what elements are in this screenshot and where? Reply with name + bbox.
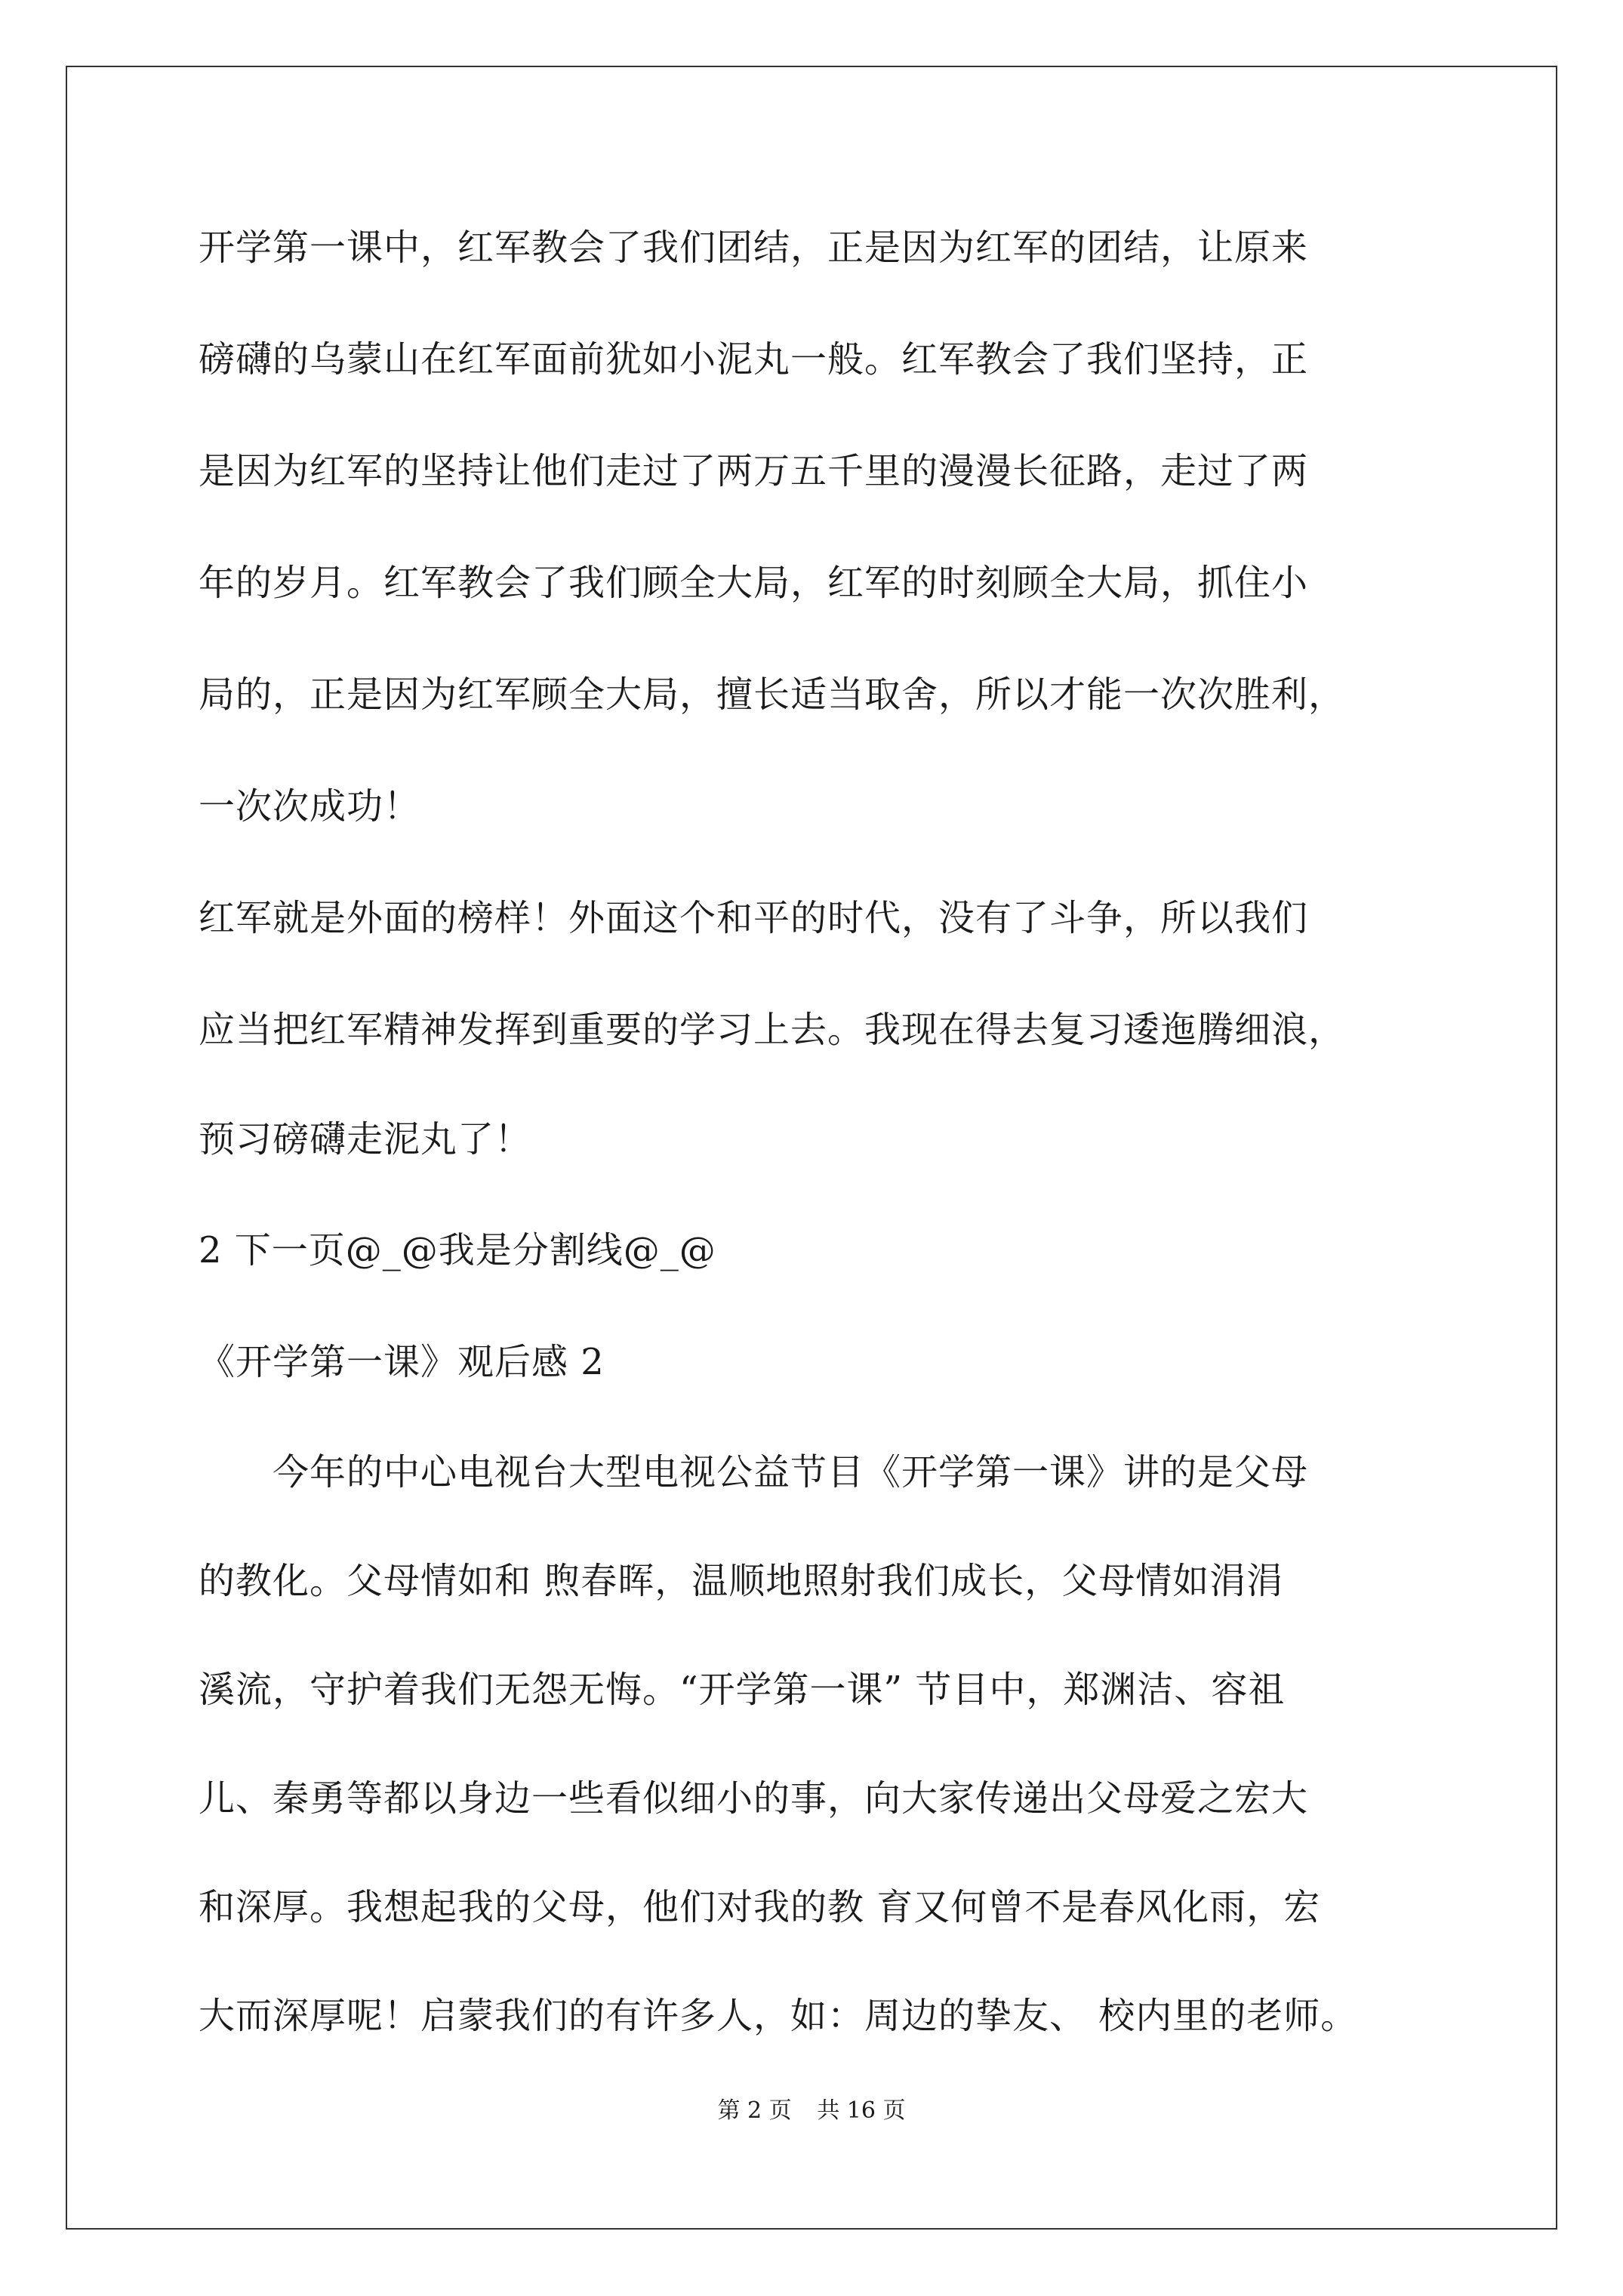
text-line: 开学第一课中，红军教会了我们团结，正是因为红军的团结，让原来 [199, 227, 1309, 269]
section-title: 《开学第一课》观后感 2 [199, 1341, 605, 1383]
text-line: 一次次成功！ [199, 785, 421, 827]
text-line: 大而深厚呢！启蒙我们的有许多人，如：周边的挚友、 校内里的老师。 [199, 1995, 1358, 2037]
text-line: 和深厚。我想起我的父母，他们对我的教 育又何曾不是春风化雨，宏 [199, 1886, 1321, 1928]
divider-text: 2 下一页@_@我是分割线@_@ [199, 1229, 716, 1271]
text-line: 年的岁月。红军教会了我们顾全大局，红军的时刻顾全大局，抓住小 [199, 562, 1309, 604]
text-line: 局的，正是因为红军顾全大局，擅长适当取舍，所以才能一次次胜利， [199, 673, 1346, 716]
text-line: 溪流，守护着我们无怨无悔。“开学第一课” 节目中，郑渊洁、容祖 [199, 1669, 1286, 1711]
page-footer [0, 2096, 1623, 2126]
text-line: 是因为红军的坚持让他们走过了两万五千里的漫漫长征路，走过了两 [199, 450, 1309, 492]
text-line: 今年的中心电视台大型电视公益节目《开学第一课》讲的是父母 [199, 1451, 1309, 1493]
text-line: 预习磅礴走泥丸了！ [199, 1118, 532, 1160]
page-number: 第 2 页 [717, 2097, 792, 2124]
text-line: 磅礴的乌蒙山在红军面前犹如小泥丸一般。红军教会了我们坚持，正 [199, 338, 1309, 381]
text-line: 红军就是外面的榜样！外面这个和平的时代，没有了斗争，所以我们 [199, 897, 1309, 939]
text-line: 应当把红军精神发挥到重要的学习上去。我现在得去复习逶迤腾细浪， [199, 1009, 1346, 1051]
text-line: 的教化。父母情如和 煦春晖，温顺地照射我们成长，父母情如涓涓 [199, 1560, 1284, 1602]
text-line: 儿、秦勇等都以身边一些看似细小的事，向大家传递出父母爱之宏大 [199, 1777, 1309, 1820]
page-total: 共 16 页 [817, 2097, 906, 2124]
